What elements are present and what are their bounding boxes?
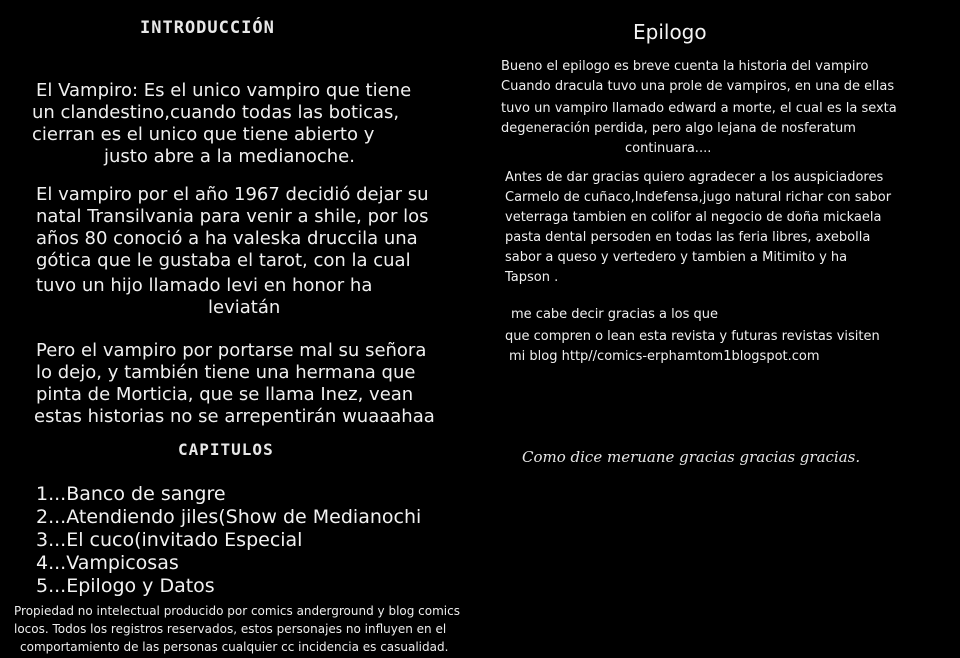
intro-p2-line: tuvo un hijo llamado levi en honor ha (36, 275, 373, 296)
epilogo-line: continuara.... (625, 141, 712, 156)
epilogo-title: Epilogo (633, 20, 707, 44)
intro-paragraph-2 (36, 184, 429, 319)
intro-p3-line: estas historias no se arrepentirán wuaaahaa (34, 406, 435, 427)
intro-paragraph-1 (32, 80, 412, 168)
legal-line: Propiedad no intelectual producido por comics anderground y blog comics (14, 604, 460, 618)
intro-paragraph-3 (36, 340, 435, 428)
epilogo-paragraph-1 (501, 57, 897, 159)
intro-p1-line: El Vampiro: Es el unico vampiro que tiene (36, 80, 412, 101)
capitulo-item: 3...El cuco(invitado Especial (36, 529, 303, 551)
capitulo-item: 1...Banco de sangre (36, 483, 226, 505)
intro-p3-line: Pero el vampiro por portarse mal su señora (36, 340, 427, 361)
epilogo-line: tuvo un vampiro llamado edward a morte, el cual es la sexta (501, 101, 897, 116)
epilogo-line: Tapson . (505, 270, 559, 285)
epilogo-line: degeneración perdida, pero algo lejana de nosferatum (501, 121, 856, 136)
intro-p1-line: justo abre a la medianoche. (104, 146, 355, 167)
intro-p3-line: lo dejo, y también tiene una hermana que (36, 362, 416, 383)
closing-quote: Como dice meruane gracias gracias gracias. (522, 448, 861, 466)
capitulo-item: 2...Atendiendo jiles(Show de Medianochi (36, 506, 422, 528)
epilogo-paragraph-3 (505, 305, 880, 367)
epilogo-line: Cuando dracula tuvo una prole de vampiros, en una de ellas (501, 79, 895, 94)
epilogo-line: veterraga tambien en colifor al negocio de doña mickaela (505, 210, 882, 225)
epilogo-line: mi blog http//comics-erphamtom1blogspot.com (509, 349, 820, 364)
epilogo-line: Carmelo de cuñaco,Indefensa,jugo natural richar con sabor (505, 190, 892, 205)
intro-p2-line: natal Transilvania para venir a shile, por los (36, 206, 429, 227)
intro-p2-line: El vampiro por el año 1967 decidió dejar su (36, 184, 429, 205)
intro-title: INTRODUCCIÓN (140, 18, 275, 38)
legal-line: locos. Todos los registros reservados, estos personajes no influyen en el (14, 622, 447, 636)
capitulo-item: 4...Vampicosas (36, 552, 179, 574)
legal-line: comportamiento de las personas cualquier cc incidencia es casualidad. (20, 640, 449, 654)
legal-notice (14, 602, 460, 656)
epilogo-line: Bueno el epilogo es breve cuenta la historia del vampiro (501, 59, 869, 74)
capitulos-title: CAPITULOS (178, 440, 274, 459)
epilogo-line: Antes de dar gracias quiero agradecer a los auspiciadores (505, 170, 884, 185)
epilogo-line: sabor a queso y vertedero y tambien a Mitimito y ha (505, 250, 848, 265)
intro-p1-line: un clandestino,cuando todas las boticas, (32, 102, 400, 123)
epilogo-paragraph-2 (505, 168, 891, 288)
intro-p1-line: cierran es el unico que tiene abierto y (32, 124, 375, 145)
capitulo-item: 5...Epilogo y Datos (36, 575, 215, 597)
epilogo-line: pasta dental persoden en todas las feria libres, axebolla (505, 230, 871, 245)
epilogo-line: me cabe decir gracias a los que (511, 307, 719, 322)
intro-p3-line: pinta de Morticia, que se llama Inez, vean (36, 384, 414, 405)
intro-p2-line: años 80 conoció a ha valeska druccila una (36, 228, 418, 249)
capitulos-list (36, 483, 421, 598)
intro-p2-line: leviatán (208, 297, 281, 318)
epilogo-line: que compren o lean esta revista y futuras revistas visiten (505, 329, 880, 344)
intro-p2-line: gótica que le gustaba el tarot, con la cual (36, 250, 411, 271)
